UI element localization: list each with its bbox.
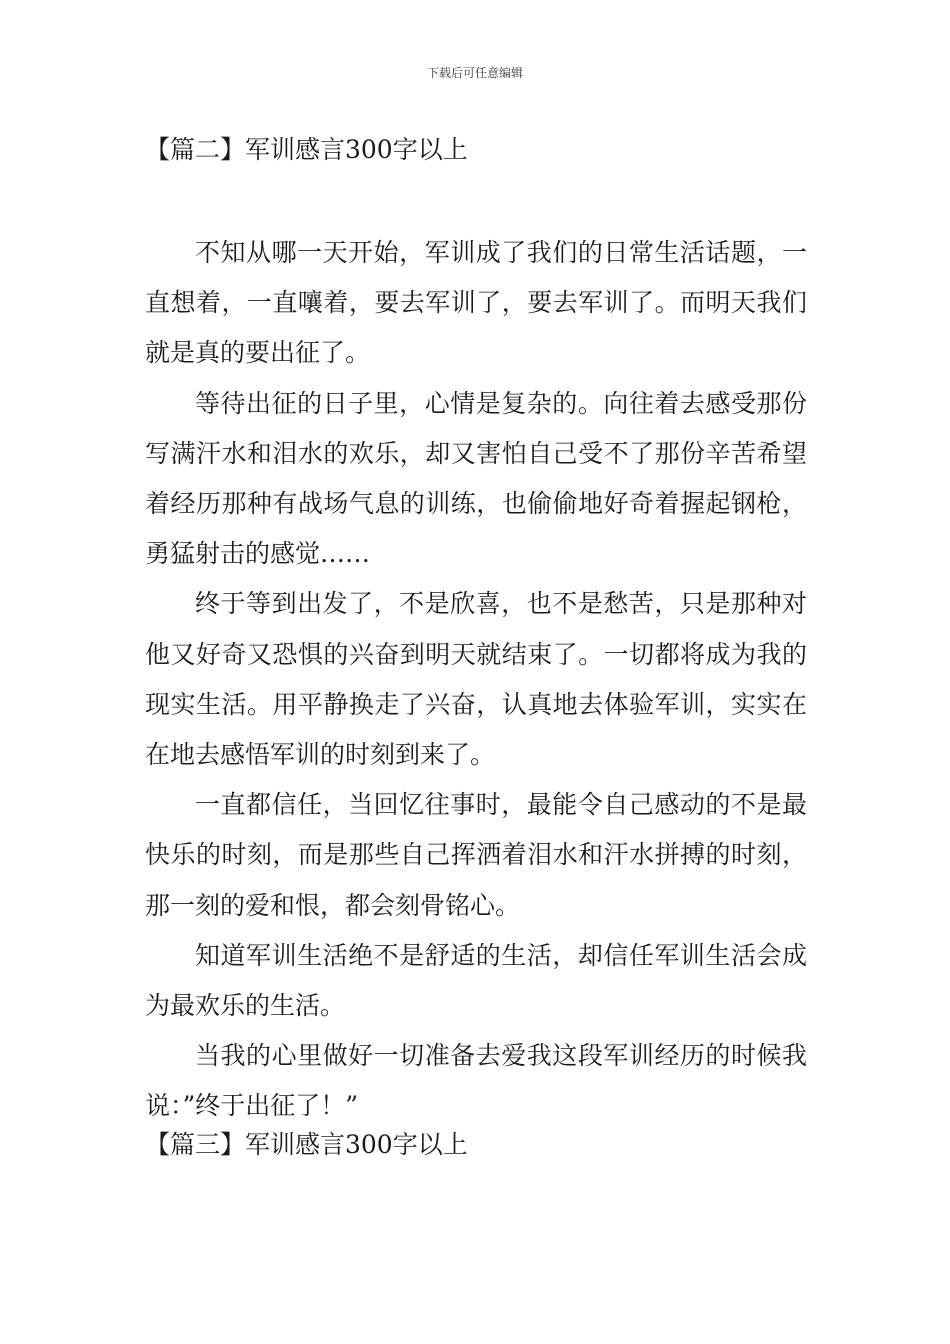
section-heading: 【篇二】军训感言300字以上 bbox=[145, 135, 468, 164]
paragraph: 知道军训生活绝不是舒适的生活，却信任军训生活会成为最欢乐的生活。 bbox=[145, 940, 807, 1021]
section-body bbox=[145, 228, 807, 1132]
paragraph: 当我的心里做好一切准备去爱我这段军训经历的时候我说：”终于出征了！” bbox=[145, 1041, 807, 1121]
paragraph: 终于等到出发了，不是欣喜，也不是愁苦，只是那种对他又好奇又恐惧的兴奋到明天就结束了。一切都将成为我的现实生活。用平静换走了兴奋，认真地去体验军训，实实在在地去感悟军训的时刻到来了。 bbox=[145, 589, 807, 770]
header-note: 下载后可任意编辑 bbox=[426, 66, 523, 80]
paragraph: 一直都信任，当回忆往事时，最能令自己感动的不是最快乐的时刻，而是那些自己挥洒着泪水和汗水拼搏的时刻，那一刻的爱和恨，都会刻骨铭心。 bbox=[145, 790, 807, 920]
paragraph: 等待出征的日子里，心情是复杂的。向往着去感受那份写满汗水和泪水的欢乐，却又害怕自己受不了那份辛苦希望着经历那种有战场气息的训练，也偷偷地好奇着握起钢枪，勇猛射击的感觉…… bbox=[145, 388, 807, 569]
paragraph: 不知从哪一天开始，军训成了我们的日常生活话题，一直想着，一直嚷着，要去军训了，要去军训了。而明天我们就是真的要出征了。 bbox=[145, 238, 807, 368]
section-heading: 【篇三】军训感言300字以上 bbox=[145, 1130, 468, 1159]
